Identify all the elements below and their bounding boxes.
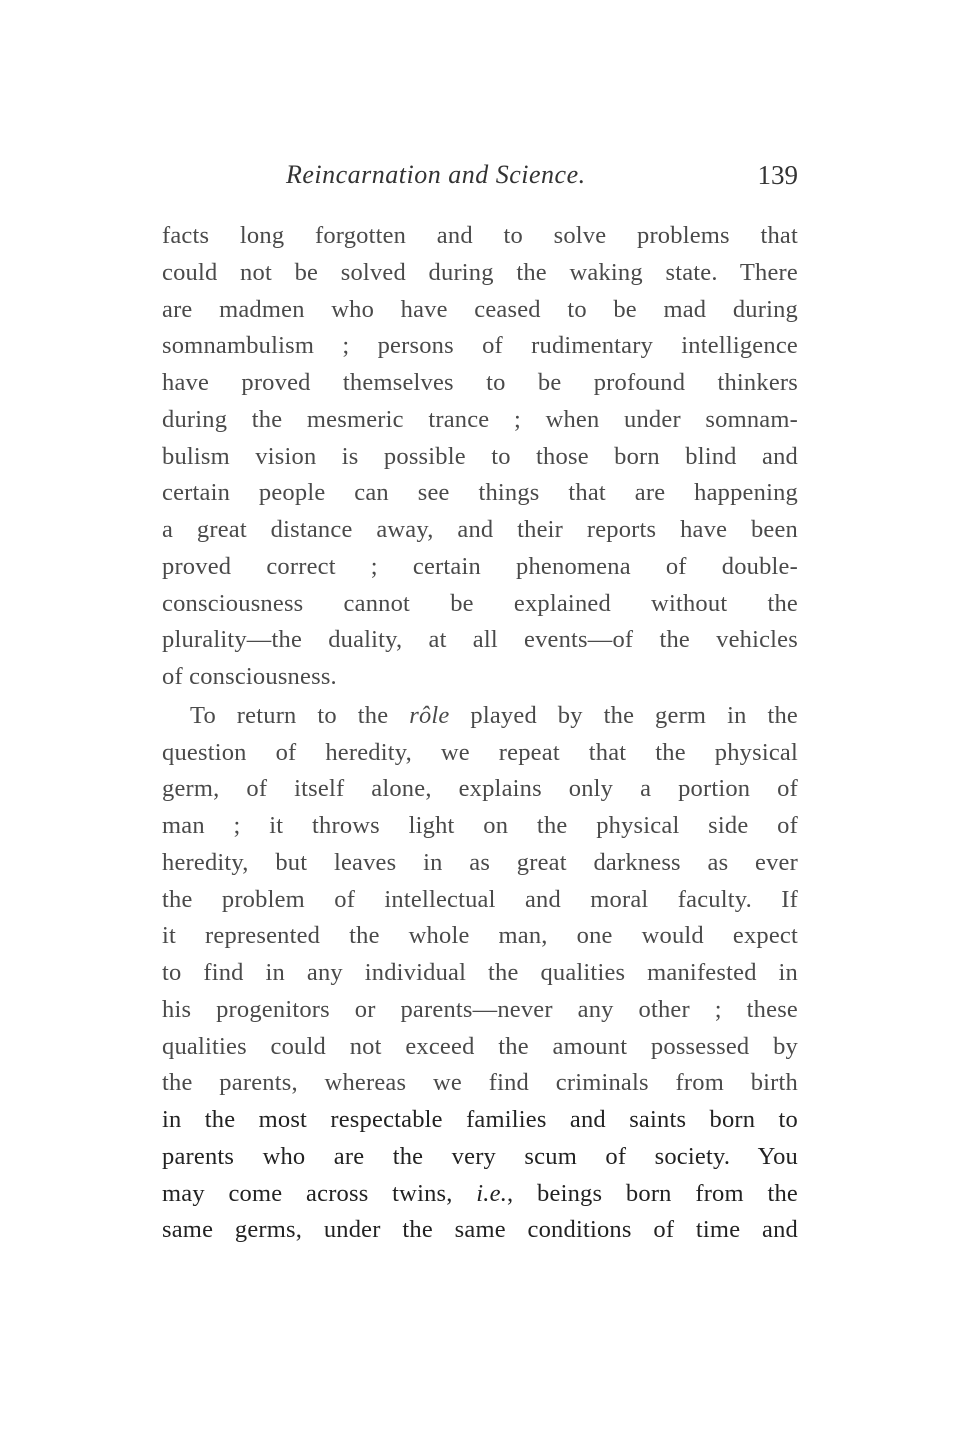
text-line: in the most respectable families and saints born to bbox=[162, 1106, 798, 1133]
text-line: bulism vision is possible to those born blind and bbox=[162, 442, 798, 470]
text-line: same germs, under the same conditions of time and bbox=[162, 1216, 798, 1244]
text-line: it represented the whole man, one would expect bbox=[162, 922, 798, 950]
text-line: somnambulism ; persons of rudimentary intelligence bbox=[162, 332, 798, 360]
text-line: heredity, but leaves in as great darkness as ever bbox=[162, 848, 798, 876]
page-body bbox=[162, 218, 798, 1249]
text-line: question of heredity, we repeat that the physical bbox=[162, 738, 798, 766]
text-line: may come across twins, i.e., beings born from the bbox=[162, 1179, 798, 1207]
text-line: have proved themselves to be profound thinkers bbox=[162, 369, 798, 396]
text-line: germ, of itself alone, explains only a portion of bbox=[162, 775, 798, 803]
text-line: are madmen who have ceased to be mad during bbox=[162, 295, 798, 323]
running-title: Reincarnation and Science. bbox=[286, 160, 586, 189]
text-line: his progenitors or parents—never any other ; these bbox=[162, 995, 798, 1023]
text-line: could not be solved during the waking state. There bbox=[162, 258, 798, 286]
text-line: the parents, whereas we find criminals from birth bbox=[162, 1069, 798, 1097]
text-line: plurality—the duality, at all events—of the vehicles bbox=[162, 626, 798, 654]
text-line: certain people can see things that are happening bbox=[162, 479, 798, 507]
text-line: during the mesmeric trance ; when under somnam- bbox=[162, 405, 798, 433]
text-line: facts long forgotten and to solve problems that bbox=[162, 222, 798, 249]
text-line: of consciousness. bbox=[162, 663, 337, 690]
text-line: the problem of intellectual and moral faculty. If bbox=[162, 885, 798, 913]
text-line: a great distance away, and their reports have been bbox=[162, 516, 798, 543]
page-number: 139 bbox=[757, 160, 798, 190]
page-header bbox=[162, 160, 798, 196]
text-line: qualities could not exceed the amount possessed by bbox=[162, 1032, 798, 1060]
paragraph-1 bbox=[162, 218, 798, 696]
text-line: to find in any individual the qualities manifested in bbox=[162, 959, 798, 986]
text-line: consciousness cannot be explained without the bbox=[162, 589, 798, 617]
text-line: parents who are the very scum of society. You bbox=[162, 1142, 798, 1170]
paragraph-2 bbox=[162, 698, 798, 1249]
text-line: To return to the rôle played by the germ in the bbox=[190, 701, 798, 729]
text-line: man ; it throws light on the physical side of bbox=[162, 812, 798, 839]
text-line: proved correct ; certain phenomena of double- bbox=[162, 552, 798, 580]
